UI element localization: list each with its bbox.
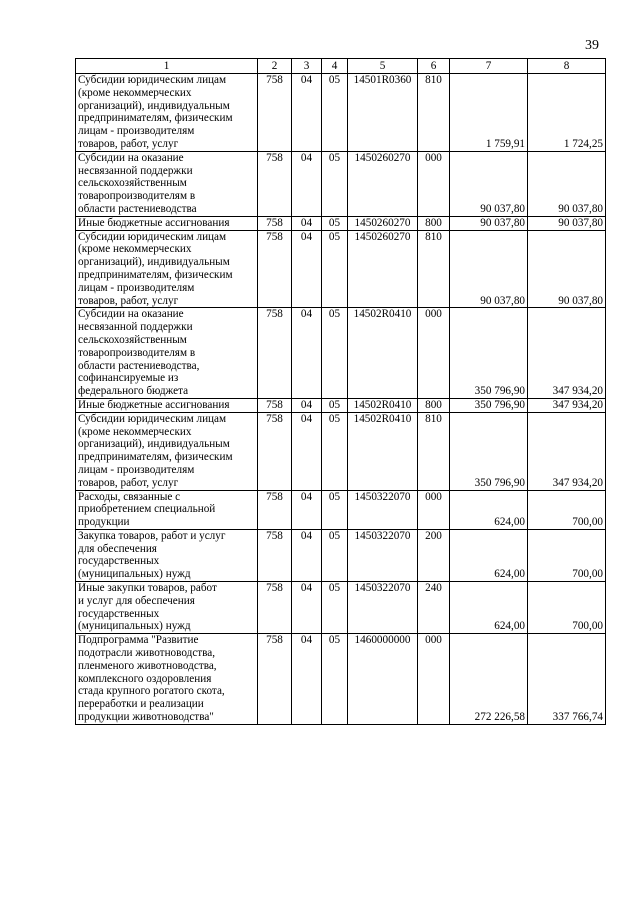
table-row bbox=[76, 490, 606, 529]
cell-ministry-code: 758 bbox=[258, 216, 292, 230]
cell-amount-2: 90 037,80 bbox=[528, 230, 606, 308]
cell-amount-1: 90 037,80 bbox=[450, 230, 528, 308]
cell-amount-1: 90 037,80 bbox=[450, 151, 528, 216]
cell-section: 04 bbox=[292, 398, 322, 412]
cell-target-article: 1450260270 bbox=[348, 216, 418, 230]
cell-amount-1: 272 226,58 bbox=[450, 634, 528, 725]
cell-subsection: 05 bbox=[322, 582, 348, 634]
cell-amount-2: 700,00 bbox=[528, 529, 606, 581]
table-row bbox=[76, 216, 606, 230]
cell-section: 04 bbox=[292, 74, 322, 152]
cell-section: 04 bbox=[292, 490, 322, 529]
cell-amount-2: 347 934,20 bbox=[528, 398, 606, 412]
cell-subsection: 05 bbox=[322, 634, 348, 725]
cell-ministry-code: 758 bbox=[258, 412, 292, 490]
cell-expense-type: 810 bbox=[418, 230, 450, 308]
cell-ministry-code: 758 bbox=[258, 398, 292, 412]
cell-amount-2: 347 934,20 bbox=[528, 308, 606, 399]
table-row bbox=[76, 634, 606, 725]
cell-ministry-code: 758 bbox=[258, 529, 292, 581]
table-row bbox=[76, 230, 606, 308]
col-header-6: 6 bbox=[418, 59, 450, 74]
cell-name: Иные закупки товаров, работ и услуг для обеспечения государственных (муниципальных) нужд bbox=[76, 582, 258, 634]
cell-section: 04 bbox=[292, 634, 322, 725]
header-row bbox=[76, 59, 606, 74]
cell-subsection: 05 bbox=[322, 398, 348, 412]
cell-section: 04 bbox=[292, 529, 322, 581]
cell-amount-1: 1 759,91 bbox=[450, 74, 528, 152]
table-row bbox=[76, 74, 606, 152]
cell-expense-type: 000 bbox=[418, 151, 450, 216]
cell-expense-type: 200 bbox=[418, 529, 450, 581]
col-header-4: 4 bbox=[322, 59, 348, 74]
table-row bbox=[76, 398, 606, 412]
col-header-5: 5 bbox=[348, 59, 418, 74]
cell-name: Закупка товаров, работ и услуг для обеспечения государственных (муниципальных) нужд bbox=[76, 529, 258, 581]
cell-name: Субсидии на оказание несвязанной поддержки сельскохозяйственным товаропроизводителям в области растениеводства bbox=[76, 151, 258, 216]
cell-ministry-code: 758 bbox=[258, 582, 292, 634]
col-header-8: 8 bbox=[528, 59, 606, 74]
cell-amount-1: 350 796,90 bbox=[450, 308, 528, 399]
table-row bbox=[76, 529, 606, 581]
cell-target-article: 1450260270 bbox=[348, 151, 418, 216]
cell-expense-type: 800 bbox=[418, 216, 450, 230]
cell-ministry-code: 758 bbox=[258, 230, 292, 308]
cell-subsection: 05 bbox=[322, 490, 348, 529]
cell-amount-2: 347 934,20 bbox=[528, 412, 606, 490]
cell-target-article: 14501R0360 bbox=[348, 74, 418, 152]
cell-amount-2: 90 037,80 bbox=[528, 216, 606, 230]
table-row bbox=[76, 582, 606, 634]
cell-amount-1: 624,00 bbox=[450, 582, 528, 634]
cell-name: Субсидии юридическим лицам (кроме некоммерческих организаций), индивидуальным предпринимателям, физическим лицам - производителям товаров, работ, услуг bbox=[76, 412, 258, 490]
cell-amount-1: 624,00 bbox=[450, 490, 528, 529]
cell-subsection: 05 bbox=[322, 529, 348, 581]
cell-target-article: 1450322070 bbox=[348, 582, 418, 634]
cell-ministry-code: 758 bbox=[258, 490, 292, 529]
cell-section: 04 bbox=[292, 308, 322, 399]
cell-ministry-code: 758 bbox=[258, 308, 292, 399]
cell-subsection: 05 bbox=[322, 412, 348, 490]
cell-amount-1: 350 796,90 bbox=[450, 398, 528, 412]
cell-amount-2: 337 766,74 bbox=[528, 634, 606, 725]
cell-amount-1: 624,00 bbox=[450, 529, 528, 581]
cell-name: Субсидии юридическим лицам (кроме некоммерческих организаций), индивидуальным предпринимателям, физическим лицам - производителям товаров, работ, услуг bbox=[76, 74, 258, 152]
cell-ministry-code: 758 bbox=[258, 634, 292, 725]
cell-target-article: 14502R0410 bbox=[348, 308, 418, 399]
cell-expense-type: 810 bbox=[418, 74, 450, 152]
cell-target-article: 14502R0410 bbox=[348, 398, 418, 412]
cell-section: 04 bbox=[292, 151, 322, 216]
table-row bbox=[76, 308, 606, 399]
cell-section: 04 bbox=[292, 412, 322, 490]
cell-section: 04 bbox=[292, 230, 322, 308]
cell-subsection: 05 bbox=[322, 151, 348, 216]
cell-subsection: 05 bbox=[322, 230, 348, 308]
page-number: 39 bbox=[585, 38, 599, 53]
cell-expense-type: 000 bbox=[418, 308, 450, 399]
cell-subsection: 05 bbox=[322, 74, 348, 152]
cell-amount-2: 1 724,25 bbox=[528, 74, 606, 152]
col-header-2: 2 bbox=[258, 59, 292, 74]
table-row bbox=[76, 412, 606, 490]
cell-name: Субсидии юридическим лицам (кроме некоммерческих организаций), индивидуальным предпринимателям, физическим лицам - производителям товаров, работ, услуг bbox=[76, 230, 258, 308]
col-header-1: 1 bbox=[76, 59, 258, 74]
cell-target-article: 1460000000 bbox=[348, 634, 418, 725]
cell-amount-2: 700,00 bbox=[528, 582, 606, 634]
cell-expense-type: 000 bbox=[418, 490, 450, 529]
cell-name: Подпрограмма "Развитие подотрасли животноводства, пленменого животноводства, комплексного оздоровления стада крупного рогатого скота, переработки и реализации продукции животноводства" bbox=[76, 634, 258, 725]
cell-target-article: 1450322070 bbox=[348, 529, 418, 581]
cell-section: 04 bbox=[292, 216, 322, 230]
table-row bbox=[76, 151, 606, 216]
cell-ministry-code: 758 bbox=[258, 151, 292, 216]
cell-name: Расходы, связанные с приобретением специальной продукции bbox=[76, 490, 258, 529]
col-header-3: 3 bbox=[292, 59, 322, 74]
cell-amount-2: 700,00 bbox=[528, 490, 606, 529]
cell-section: 04 bbox=[292, 582, 322, 634]
cell-expense-type: 800 bbox=[418, 398, 450, 412]
cell-amount-1: 350 796,90 bbox=[450, 412, 528, 490]
cell-name: Иные бюджетные ассигнования bbox=[76, 216, 258, 230]
cell-name: Субсидии на оказание несвязанной поддержки сельскохозяйственным товаропроизводителям в области растениеводства, софинансируемые из федерального бюджета bbox=[76, 308, 258, 399]
cell-target-article: 1450260270 bbox=[348, 230, 418, 308]
cell-amount-2: 90 037,80 bbox=[528, 151, 606, 216]
cell-amount-1: 90 037,80 bbox=[450, 216, 528, 230]
cell-expense-type: 810 bbox=[418, 412, 450, 490]
cell-target-article: 1450322070 bbox=[348, 490, 418, 529]
cell-subsection: 05 bbox=[322, 216, 348, 230]
cell-name: Иные бюджетные ассигнования bbox=[76, 398, 258, 412]
col-header-7: 7 bbox=[450, 59, 528, 74]
cell-expense-type: 000 bbox=[418, 634, 450, 725]
cell-subsection: 05 bbox=[322, 308, 348, 399]
cell-target-article: 14502R0410 bbox=[348, 412, 418, 490]
cell-expense-type: 240 bbox=[418, 582, 450, 634]
cell-ministry-code: 758 bbox=[258, 74, 292, 152]
budget-table bbox=[75, 58, 606, 725]
